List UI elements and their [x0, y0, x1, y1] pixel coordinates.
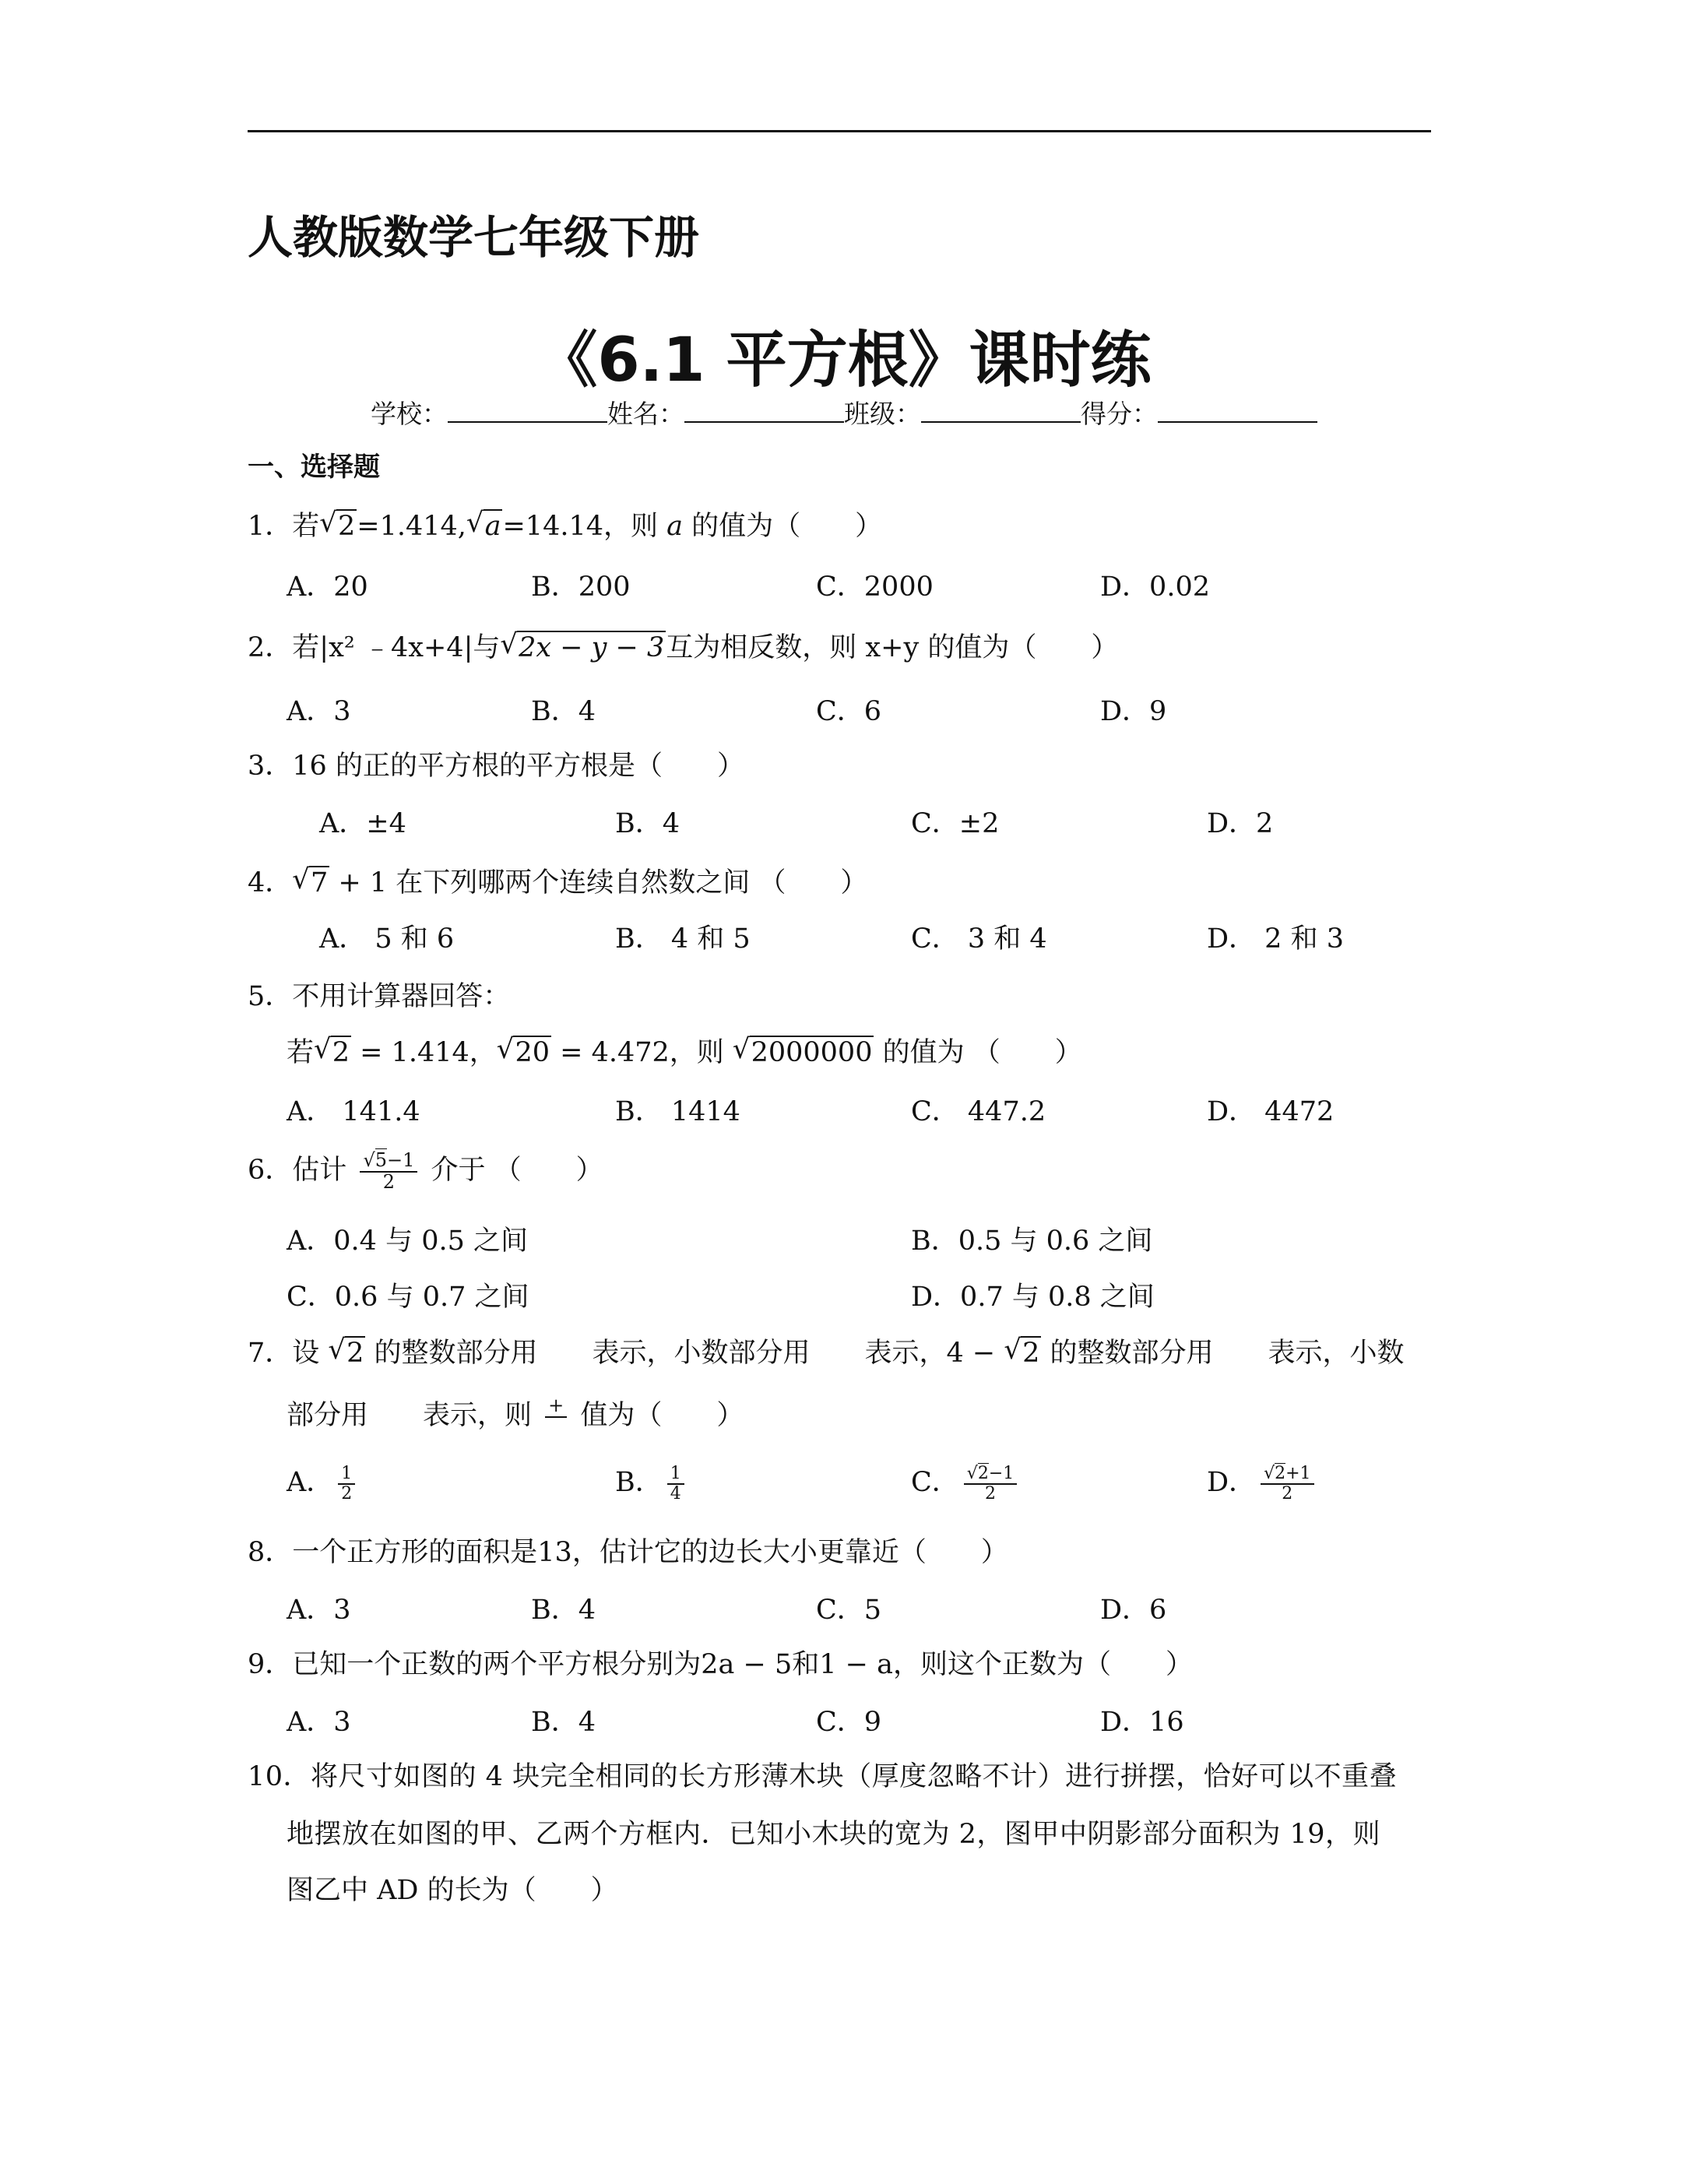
option-b[interactable]: B．4 — [615, 808, 680, 839]
option-d[interactable]: D． 2 和 3 — [1207, 923, 1344, 955]
sqrt-expression: √ 2 — [314, 1036, 351, 1068]
page-title: 《6.1 平方根》课时练 — [536, 325, 1152, 396]
sqrt-expression: √ a — [466, 509, 503, 542]
student-info-line — [0, 394, 1688, 431]
sqrt-expression: √ 2 — [319, 509, 357, 542]
fraction: $\frac{1}{2}$ — [338, 1465, 355, 1502]
question-7: 7．设 √ 2 的整数部分用 表示，小数部分用 表示，4 − √ 2 的整数部分用 表示，小数 — [248, 1331, 1405, 1370]
option-b[interactable]: B．4 — [531, 696, 596, 727]
option-a[interactable]: A． 141.4 — [287, 1096, 420, 1127]
option-d[interactable]: D．2 — [1207, 808, 1274, 839]
option-a[interactable]: A． $\frac{1}{2}$ — [287, 1461, 360, 1503]
option-c[interactable]: C． 3 和 4 — [911, 923, 1047, 955]
option-c[interactable]: C． $\frac{√2-1}{2}$ — [911, 1461, 1022, 1503]
option-c[interactable]: C．2000 — [816, 571, 934, 603]
question-5: 5．不用计算器回答： — [248, 981, 511, 1012]
header-rule — [248, 130, 1431, 132]
option-a[interactable]: A．20 — [287, 571, 368, 603]
question-6: 6．估计 $\frac{√5-1}{2}$ 介于 （ ） — [248, 1149, 603, 1193]
section-heading: 一、选择题 — [248, 452, 380, 483]
question-9: 9．已知一个正数的两个平方根分别为2a − 5和1 − a，则这个正数为（ ） — [248, 1649, 1193, 1680]
option-b[interactable]: B． 4 和 5 — [615, 923, 751, 955]
option-a[interactable]: A．3 — [287, 1707, 351, 1738]
option-c[interactable]: C．±2 — [911, 808, 1000, 839]
option-b[interactable]: B． 1414 — [615, 1096, 740, 1127]
option-b[interactable]: B．4 — [531, 1595, 596, 1626]
sqrt-expression: √ 2000000 — [733, 1036, 874, 1068]
question-8: 8．一个正方形的面积是13，估计它的边长大小更靠近（ ） — [248, 1537, 1008, 1568]
option-d[interactable]: D． $\frac{√2+1}{2}$ — [1207, 1461, 1319, 1503]
option-c[interactable]: C．9 — [816, 1707, 882, 1738]
question-10-line-3: 图乙中 AD 的长为（ ） — [287, 1875, 618, 1906]
option-c[interactable]: C．5 — [816, 1595, 882, 1626]
score-blank[interactable] — [1158, 398, 1317, 423]
question-3: 3．16 的正的平方根的平方根是（ ） — [248, 751, 744, 782]
option-c[interactable]: C． 447.2 — [911, 1096, 1046, 1127]
school-blank[interactable] — [448, 398, 607, 423]
option-d[interactable]: D．16 — [1100, 1707, 1184, 1738]
question-7-line-2: 部分用 表示，则 + 值为（ ） — [287, 1394, 744, 1437]
name-label: 姓名： — [607, 399, 684, 429]
fraction: + — [545, 1396, 567, 1437]
option-d[interactable]: D． 4472 — [1207, 1096, 1335, 1127]
option-a[interactable]: A． 5 和 6 — [319, 923, 455, 955]
option-a[interactable]: A．0.4 与 0.5 之间 — [287, 1226, 528, 1257]
sqrt-expression: √ 2x − y − 3 — [500, 631, 666, 663]
option-d[interactable]: D．9 — [1100, 696, 1167, 727]
question-2: 2．若|x² ﹣4x+4|与√ 2x − y − 3互为相反数，则 x+y 的值为（ ） — [248, 626, 1118, 665]
sqrt-expression: √ 7 — [292, 866, 329, 899]
option-a[interactable]: A．±4 — [319, 808, 406, 839]
option-d[interactable]: D．0.7 与 0.8 之间 — [911, 1282, 1155, 1313]
option-c[interactable]: C．0.6 与 0.7 之间 — [287, 1282, 529, 1313]
question-1: 1．若√ 2=1.414,√ a=14.14，则 a 的值为（ ） — [248, 505, 882, 543]
fraction: $\frac{√5-1}{2}$ — [360, 1151, 417, 1191]
option-b[interactable]: B．200 — [531, 571, 631, 603]
grade-heading: 人教版数学七年级下册 — [248, 211, 700, 264]
sqrt-expression: √ 2 — [328, 1336, 365, 1369]
class-blank[interactable] — [921, 398, 1081, 423]
question-4: 4．√ 7 + 1 在下列哪两个连续自然数之间 （ ） — [248, 861, 867, 900]
question-5-body: 若√ 2 = 1.414，√ 20 = 4.472，则 √ 2000000 的值为 （ ） — [287, 1031, 1082, 1070]
sqrt-expression: √ 20 — [497, 1036, 551, 1068]
option-c[interactable]: C．6 — [816, 696, 882, 727]
option-d[interactable]: D．6 — [1100, 1595, 1167, 1626]
option-b[interactable]: B．0.5 与 0.6 之间 — [911, 1226, 1153, 1257]
option-b[interactable]: B．4 — [531, 1707, 596, 1738]
school-label: 学校： — [371, 399, 448, 429]
option-a[interactable]: A．3 — [287, 696, 351, 727]
sqrt-expression: √ 2 — [1004, 1336, 1041, 1369]
option-b[interactable]: B． $\frac{1}{4}$ — [615, 1461, 689, 1503]
fraction: $\frac{√2+1}{2}$ — [1261, 1465, 1313, 1502]
class-label: 班级： — [844, 399, 921, 429]
question-10: 10．将尺寸如图的 4 块完全相同的长方形薄木块（厚度忽略不计）进行拼摆，恰好可以不重叠 — [248, 1761, 1398, 1792]
fraction: $\frac{1}{4}$ — [667, 1465, 684, 1502]
fraction: $\frac{√2-1}{2}$ — [964, 1465, 1017, 1502]
question-10-line-2: 地摆放在如图的甲、乙两个方框内．已知小木块的宽为 2，图甲中阴影部分面积为 19，则 — [287, 1819, 1381, 1850]
option-d[interactable]: D．0.02 — [1100, 571, 1210, 603]
option-a[interactable]: A．3 — [287, 1595, 351, 1626]
score-label: 得分： — [1081, 399, 1158, 429]
name-blank[interactable] — [684, 398, 844, 423]
